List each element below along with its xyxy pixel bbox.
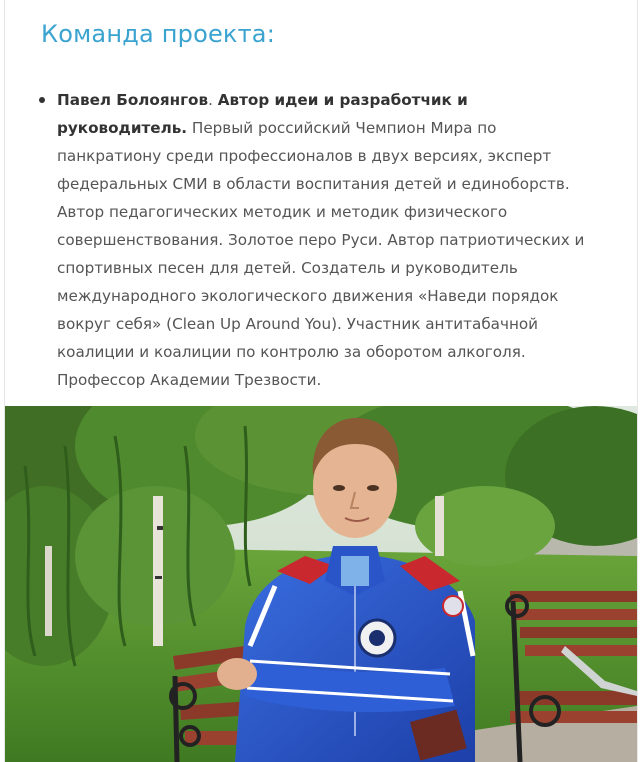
section-heading: Команда проекта:	[41, 20, 276, 48]
team-list	[57, 86, 597, 394]
member-name: Павел Болоянгов	[57, 91, 209, 109]
bullet-icon	[39, 97, 45, 103]
member-role: Автор идеи и разработчик и руководитель.	[57, 91, 468, 137]
member-bio: Первый российский Чемпион Мира по панкратиону среди профессионалов в двух версиях, эксперт федеральных СМИ в области воспитания детей и единоборств. Автор педагогических методик и методик физического совершенствования. Золотое перо Руси. Автор патриотических и спортивных песен для детей. Создатель и руководитель международного экологического движения «Наведи порядок вокруг себя» (Clean Up Around You). Участник антитабачной коалиции и коалиции по контролю за оборотом алкоголя. Профессор Академии Трезвости.	[57, 119, 585, 389]
portrait-photo	[5, 406, 637, 762]
name-separator: .	[208, 91, 218, 109]
team-member-item	[57, 86, 597, 394]
content-card	[4, 0, 638, 762]
